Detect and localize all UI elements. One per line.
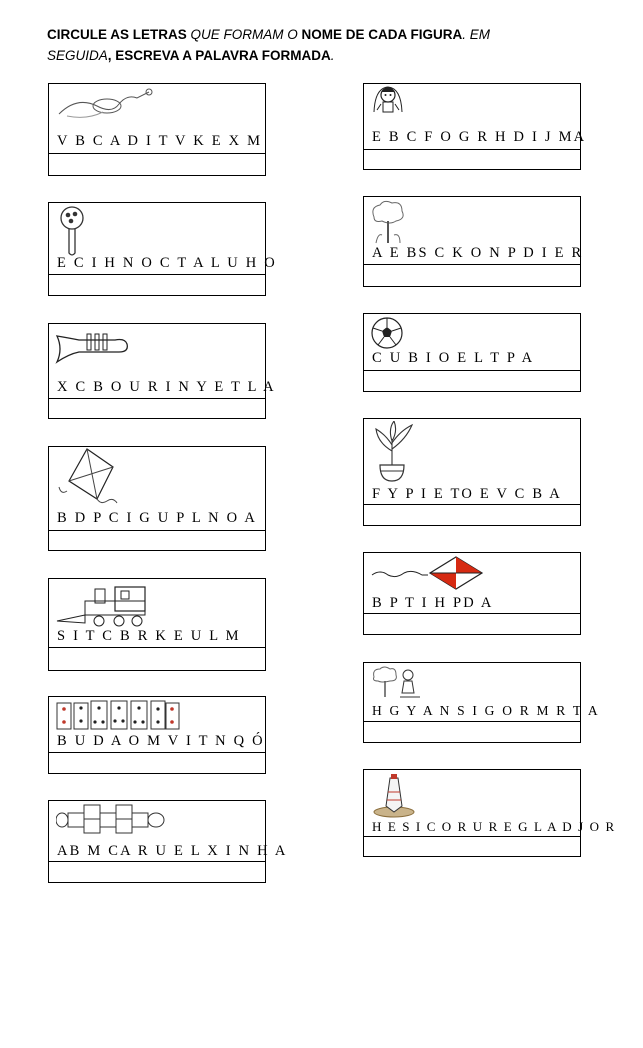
answer-divider xyxy=(364,836,580,837)
answer-divider xyxy=(364,613,580,614)
soccer-ball-icon xyxy=(370,316,404,350)
letter-row: A E BS C K O N P D I E R xyxy=(372,245,584,261)
answer-divider xyxy=(364,721,580,722)
trumpet-icon xyxy=(55,332,131,366)
word-card-1 xyxy=(48,83,266,176)
baby-bottle-icon xyxy=(57,86,157,126)
tree-house-icon xyxy=(370,199,406,245)
instruction-italic: . EM xyxy=(462,27,491,42)
word-card-3 xyxy=(48,323,276,419)
letter-row: V B C A D I T V K E X M xyxy=(57,133,263,149)
letter-row: H G Y A N S I G O R M R T A xyxy=(372,703,600,718)
word-card-8 xyxy=(363,83,587,170)
letter-row: S I T C B R K E U L M xyxy=(57,628,241,644)
answer-divider xyxy=(49,153,265,154)
train-icon xyxy=(55,581,151,627)
answer-divider xyxy=(49,752,265,753)
letter-row: C U B I O E L T P A xyxy=(372,350,535,366)
letter-row: B P T I H PD A xyxy=(372,595,494,611)
word-card-12 xyxy=(363,552,581,635)
instruction-text: , ESCREVA A PALAVRA FORMADA xyxy=(107,48,331,63)
letter-row: F Y P I E TO E V C B A xyxy=(372,486,562,502)
boy-tree-icon xyxy=(370,665,422,699)
word-card-11 xyxy=(363,418,581,526)
answer-divider xyxy=(49,398,265,399)
word-card-9 xyxy=(363,196,584,287)
child-jumping-rope-icon xyxy=(371,84,405,118)
answer-divider xyxy=(49,530,265,531)
word-card-4 xyxy=(48,446,266,551)
word-card-13 xyxy=(363,662,600,743)
answer-divider xyxy=(364,370,580,371)
instruction-text: NOME DE CADA FIGURA xyxy=(297,27,463,42)
word-card-14 xyxy=(363,769,616,857)
letter-row: E C I H N O C T A L U H O xyxy=(57,255,277,271)
instruction-italic: QUE FORMAM O xyxy=(190,27,298,42)
word-card-2 xyxy=(48,202,277,296)
answer-divider xyxy=(49,647,265,648)
letter-row: E B C F O G R H D I J MA xyxy=(372,129,587,145)
word-card-5 xyxy=(48,578,266,671)
answer-divider xyxy=(49,861,265,862)
kite-icon xyxy=(57,447,127,509)
instruction-italic: . xyxy=(330,48,335,63)
rattle-icon xyxy=(59,205,89,257)
potted-plant-icon xyxy=(372,421,416,483)
instruction-italic: SEGUIDA xyxy=(47,48,108,63)
red-kite-icon xyxy=(370,555,484,591)
letter-row: B U D A O M V I T N Q Ó xyxy=(57,733,265,749)
answer-divider xyxy=(364,149,580,150)
word-card-10 xyxy=(363,313,581,392)
word-card-7 xyxy=(48,800,288,883)
spinning-top-icon xyxy=(372,772,420,818)
letter-row: B D P C I G U P L N O A xyxy=(57,510,258,526)
answer-divider xyxy=(49,274,265,275)
answer-divider xyxy=(364,264,580,265)
instructions xyxy=(47,24,607,66)
instruction-text: CIRCULE AS LETRAS xyxy=(47,27,191,42)
hopscotch-icon xyxy=(56,803,166,837)
letter-row: X C B O U R I N Y E T L A xyxy=(57,379,276,395)
word-card-6 xyxy=(48,696,266,774)
letter-row: AB M CA R U E L X I N H A xyxy=(57,843,288,859)
letter-row: H E S I C O R U R E G L A D J O R xyxy=(372,819,616,834)
dominoes-icon xyxy=(56,700,180,730)
answer-divider xyxy=(364,504,580,505)
